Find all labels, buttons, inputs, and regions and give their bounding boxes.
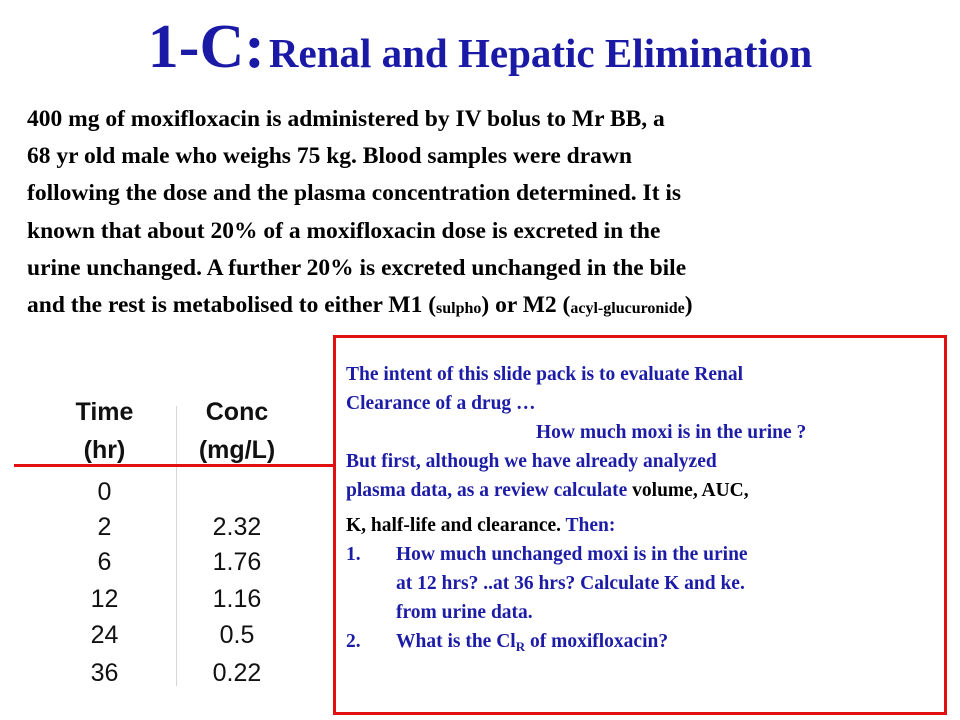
list-item-text: What is the Cl [396, 631, 516, 652]
callout-line-blue: plasma data, as a review calculate [346, 480, 628, 501]
table-row [33, 509, 298, 545]
problem-line: following the dose and the plasma concentration determined. It is [27, 180, 682, 207]
time-cell: 12 [90, 585, 119, 613]
list-item-continuation: at 12 hrs? ..at 36 hrs? Calculate K and ke. [396, 573, 745, 594]
conc-cell: 0.5 [219, 621, 255, 649]
table-row [33, 655, 298, 691]
callout-line [346, 476, 936, 505]
problem-line: 68 yr old male who weighs 75 kg. Blood samples were drawn [27, 143, 632, 170]
conc-cell: 2.32 [212, 513, 262, 541]
time-cell: 36 [90, 659, 119, 687]
header-conc-unit: (mg/L) [198, 436, 276, 464]
problem-statement [27, 101, 957, 327]
header-time: Time [75, 398, 134, 426]
header-conc: Conc [205, 398, 269, 426]
callout-question: How much moxi is in the urine ? [536, 422, 807, 443]
conc-cell: 1.16 [212, 585, 262, 613]
slide-title [0, 12, 960, 83]
slide-title-text: Renal and Hepatic Elimination [268, 30, 813, 76]
conc-cell: 1.76 [212, 548, 262, 576]
red-underline [14, 464, 336, 467]
callout-line-blue: Then: [561, 515, 616, 536]
slide-title-number: 1-C: [147, 13, 265, 81]
list-item-continuation: from urine data. [396, 602, 533, 623]
table-header-units-row [33, 432, 298, 468]
list-number: 2. [346, 631, 361, 652]
time-cell: 2 [97, 513, 112, 541]
problem-line6-prefix: and the rest is metabolised to either M1 ( [27, 292, 437, 319]
renal-subscript: R [515, 639, 526, 654]
time-cell: 24 [90, 621, 119, 649]
problem-line: known that about 20% of a moxifloxacin dose is excreted in the [27, 217, 661, 244]
table-row [33, 581, 298, 617]
callout-line: Clearance of a drug … [346, 393, 536, 414]
time-cell: 6 [97, 548, 112, 576]
callout-box [333, 335, 947, 715]
problem-line6-mid: ) or M2 ( [481, 292, 571, 319]
metabolite-m2-note: acyl-glucuronide [570, 300, 685, 318]
list-item [346, 540, 936, 569]
callout-line: The intent of this slide pack is to evaluate Renal [346, 364, 744, 385]
callout-line [346, 511, 936, 540]
callout-line-black: K, half-life and clearance. [346, 515, 562, 536]
list-number: 1. [346, 544, 361, 565]
table-row [33, 474, 298, 510]
list-item [346, 627, 936, 661]
callout-line: But first, although we have already analyzed [346, 451, 717, 472]
concentration-table [33, 394, 298, 690]
list-item-text: How much unchanged moxi is in the urine [396, 544, 748, 565]
table-row [33, 617, 298, 653]
callout-text [346, 360, 936, 661]
problem-line: urine unchanged. A further 20% is excreted unchanged in the bile [27, 254, 687, 281]
problem-line [27, 287, 957, 327]
callout-line-black: volume, AUC, [627, 480, 749, 501]
metabolite-m1-note: sulpho [436, 300, 482, 318]
table-header-row [33, 394, 298, 430]
table-row [33, 544, 298, 580]
problem-line6-end: ) [684, 292, 693, 319]
time-cell: 0 [97, 478, 112, 506]
conc-cell: 0.22 [212, 659, 262, 687]
problem-line: 400 mg of moxifloxacin is administered by IV bolus to Mr BB, a [27, 106, 665, 132]
header-time-unit: (hr) [83, 436, 126, 464]
list-item-text-end: of moxifloxacin? [525, 631, 669, 652]
